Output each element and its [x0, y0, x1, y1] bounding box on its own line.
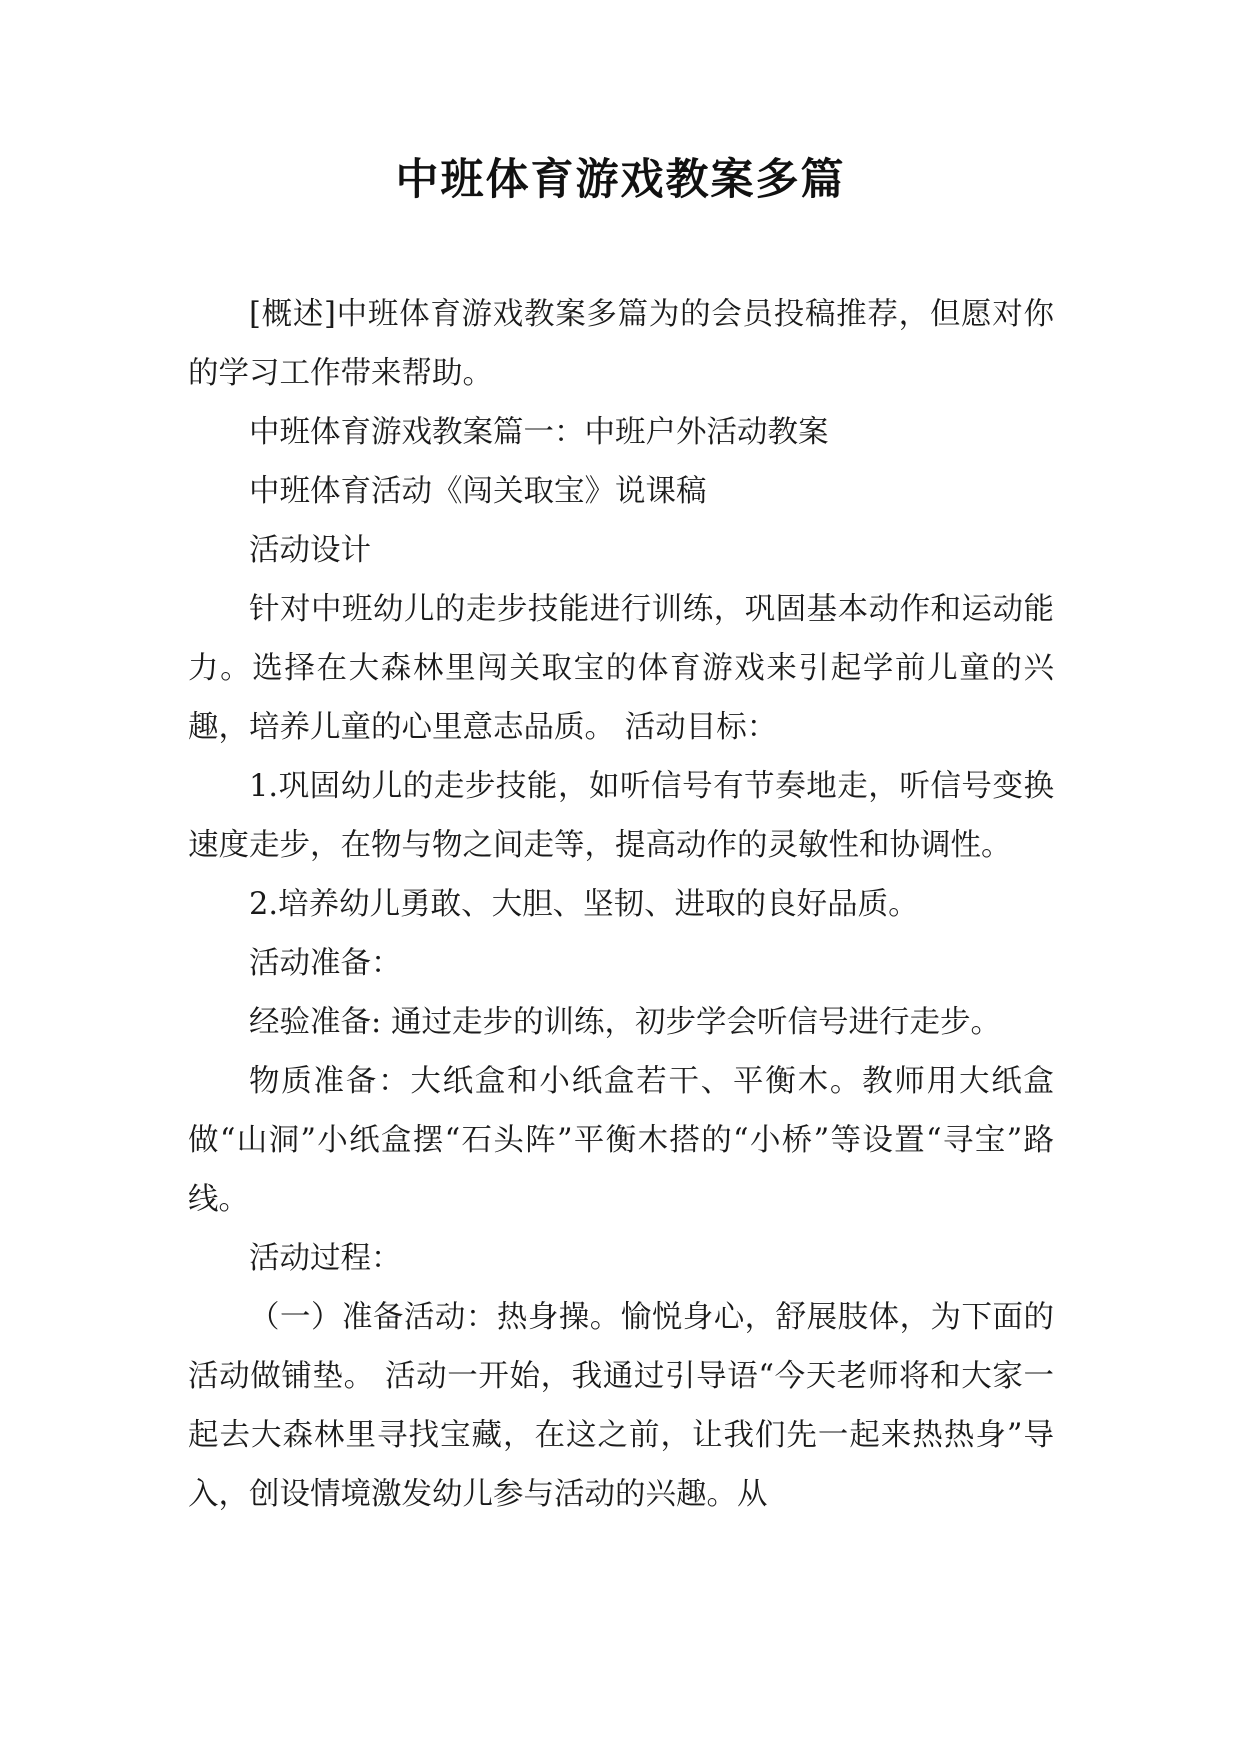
- paragraph-design-text: 针对中班幼儿的走步技能进行训练，巩固基本动作和运动能力。选择在大森林里闯关取宝的体育游戏来引起学前儿童的兴趣，培养儿童的心里意志品质。 活动目标：: [188, 592, 1054, 745]
- paragraph-warmup: （一）准备活动：热身操。愉悦身心，舒展肢体，为下面的活动做铺垫。 活动一开始，我通过引导语“今天老师将和大家一起去大森林里寻找宝藏，在这之前，让我们先一起来热热身”导入，创设情境激发幼儿参与活动的兴趣。从: [188, 1300, 1054, 1512]
- summary-paragraph: [概述]中班体育游戏教案多篇为的会员投稿推荐，但愿对你的学习工作带来帮助。: [188, 297, 1054, 391]
- subheading-activity-design: 活动设计: [249, 533, 371, 568]
- section-heading: 中班体育游戏教案篇一：中班户外活动教案: [249, 415, 829, 450]
- goal-item-1: 1.巩固幼儿的走步技能，如听信号有节奏地走，听信号变换速度走步，在物与物之间走等，提高动作的灵敏性和协调性。: [188, 769, 1054, 863]
- subheading-process: 活动过程：: [249, 1241, 402, 1276]
- document-title: 中班体育游戏教案多篇: [395, 155, 846, 205]
- paragraph-experience-prep: 经验准备: 通过走步的训练，初步学会听信号进行走步。: [249, 1005, 1001, 1040]
- document-body: [188, 285, 1054, 1524]
- lesson-title: 中班体育活动《闯关取宝》说课稿: [249, 474, 707, 509]
- subheading-preparation: 活动准备：: [249, 946, 402, 981]
- paragraph-material-prep: 物质准备：大纸盒和小纸盒若干、平衡木。教师用大纸盒做“山洞”小纸盒摆“石头阵”平衡木搭的“小桥”等设置“寻宝”路线。: [188, 1064, 1054, 1217]
- goal-item-2: 2.培养幼儿勇敢、大胆、坚韧、进取的良好品质。: [249, 887, 919, 922]
